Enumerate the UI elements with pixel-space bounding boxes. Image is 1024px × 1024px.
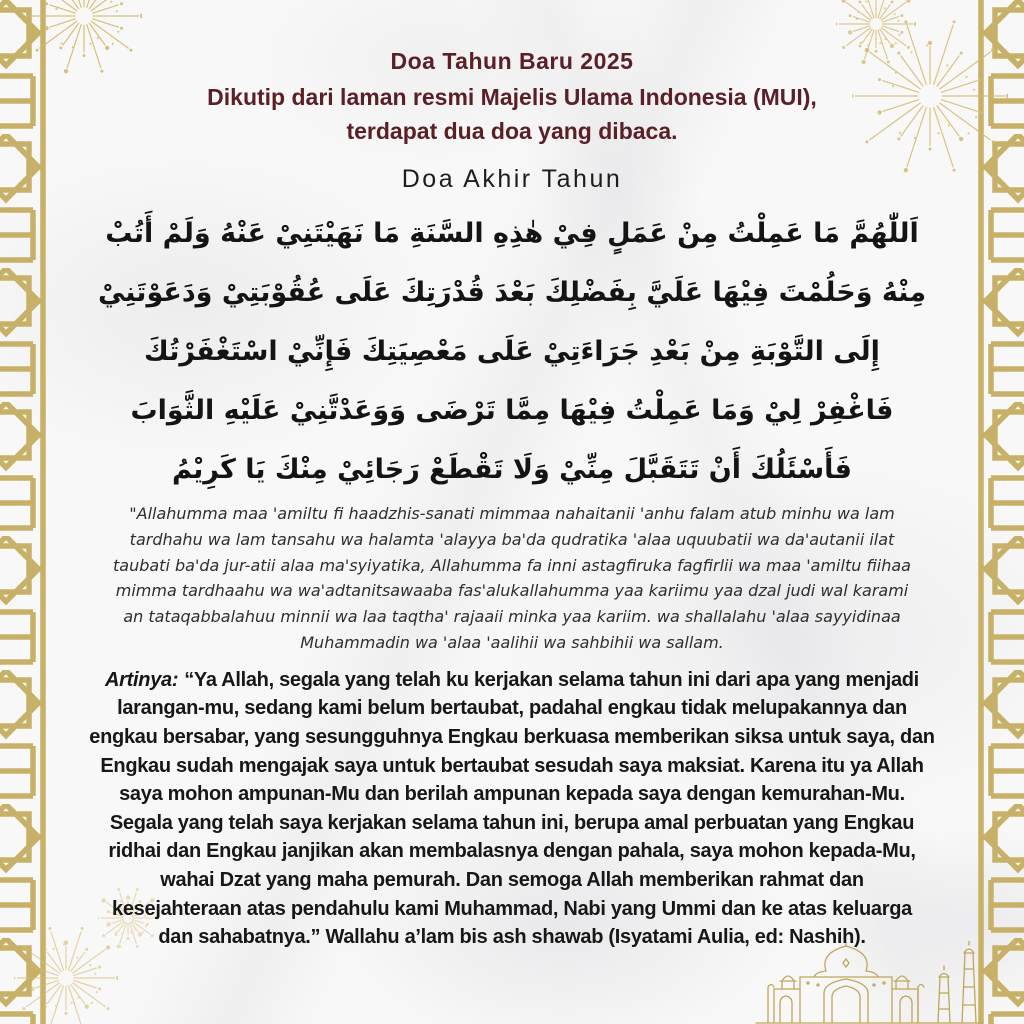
translation-line-2: larangan-mu, sedang kami belum bertaubat, padahal engkau tidak melupakannya dan [117, 697, 907, 720]
translation-line-9: kesejahteraan atas pendahulu kami Muhammad, Nabi yang Ummi dan ke atas keluarga [112, 897, 912, 920]
subtitle-line-2: terdapat dua doa yang dibaca. [346, 118, 678, 144]
arabic-line-4: فَاغْفِرْ لِيْ وَمَا عَمِلْتُ فِيْهَا مِمَّا تَرْضَى وَوَعَدْتَّنِيْ عَلَيْهِ الثَّوَابَ [130, 395, 894, 426]
transliteration-line-6: Muhammadin wa 'alaa 'aalihii wa sahbihii wa sallam. [300, 632, 724, 652]
translation-line-10: dan sahabatnya.” Wallahu a’lam bis ash shawab (Isyatami Aulia, ed: Nashih). [158, 926, 866, 949]
translation-line-3: engkau bersabar, yang sesungguhnya Engkau berkuasa memberikan siksa untuk saya, dan [89, 725, 935, 748]
translation-label: Artinya: [105, 668, 179, 691]
arabic-line-5: فَأَسْئَلُكَ أَنْ تَتَقَبَّلَ مِنِّيْ وَلَا تَقْطَعْ رَجَائِيْ مِنْكَ يَا كَرِيْمُ [172, 454, 852, 485]
translation-line-1 [0, 666, 1024, 695]
transliteration-line-3: taubati ba'da jur-atii alaa ma'syiyatika, Allahumma fa inni astagfiruka fagfirlii wa maa 'amiltu fiihaa [113, 555, 911, 575]
arabic-line-2: مِنْهُ وَحَلُمْتَ فِيْهَا عَلَيَّ بِفَضْلِكَ بَعْدَ قُدْرَتِكَ عَلَى عُقُوْبَتِيْ وَدَعَوْتَنِيْ [97, 277, 927, 308]
transliteration-line-1: "Allahumma maa 'amiltu fi haadzhis-sanati mimmaa nahaitanii 'anhu falam atub minhu wa lam [129, 504, 895, 523]
translation-line-8: wahai Dzat yang maha pemurah. Dan semoga Allah memberikan rahmat dan [160, 868, 864, 891]
arabic-line-3: إِلَى التَّوْبَةِ مِنْ بَعْدِ جَرَاءَتِيْ عَلَى مَعْصِيَتِكَ فَإِنِّيْ اسْتَغْفَرْتُكَ [144, 336, 880, 367]
translation-line-6: Segala yang telah saya kerjakan selama tahun ini, berupa amal perbuatan yang Engkau [109, 811, 915, 834]
translation-line-5: saya mohon ampunan-Mu dan berilah ampunan kepada saya dengan kemurahan-Mu. [119, 783, 905, 806]
transliteration-line-5: an tataqabbalahuu minnii wa laa taqtha' rajaaii minka yaa kariim. wa shallalahu 'alaa sayyidinaa [123, 607, 901, 627]
transliteration [0, 501, 1024, 656]
transliteration-line-4: mimma tardhaahu wa wa'adtanitsawaaba fas'alukallahumma yaa kariimu yaa dzal judi wal karami [115, 581, 909, 601]
mosque-icon [742, 941, 992, 1024]
section-heading: Doa Akhir Tahun [401, 165, 623, 193]
arabic-prayer [0, 204, 1024, 499]
translation-line-1-text: “Ya Allah, segala yang telah ku kerjakan selama tahun ini dari apa yang menjadi [184, 668, 919, 691]
transliteration-line-2: tardhahu wa lam tansahu wa halamta 'alayya ba'da qudratika 'alaa uquubatii wa da'autanii ilat [129, 529, 895, 549]
translation [0, 666, 1024, 952]
subtitle-line-1: Dikutip dari laman resmi Majelis Ulama Indonesia (MUI), [207, 84, 817, 110]
arabic-line-1: اَللّٰهُمَّ مَا عَمِلْتُ مِنْ عَمَلٍ فِيْ هٰذِهِ السَّنَةِ مَا نَهَيْتَنِيْ عَنْهُ وَلَمْ أَتُبْ [105, 218, 919, 249]
translation-line-7: ridhai dan Engkau janjikan akan membalasnya dengan pahala, saya mohon kepada-Mu, [108, 840, 916, 863]
poster-subtitle [0, 80, 1024, 148]
poster-title: Doa Tahun Baru 2025 [390, 48, 634, 74]
translation-line-4: Engkau sudah mengajak saya untuk bertaubat sesudah saya maksiat. Karena itu ya Allah [100, 754, 924, 777]
